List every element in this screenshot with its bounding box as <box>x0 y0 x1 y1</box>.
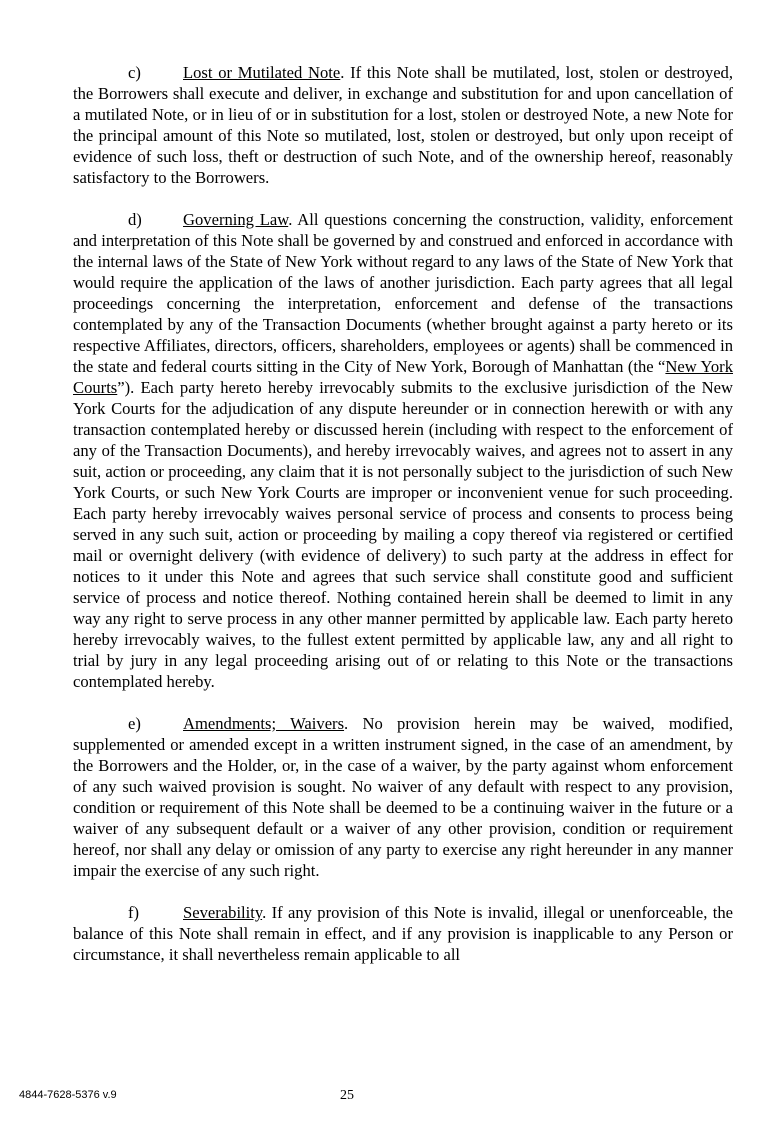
document-page <box>73 62 733 986</box>
section-heading: Amendments; Waivers <box>183 714 345 733</box>
section-number: d) <box>128 210 142 229</box>
page-number: 25 <box>340 1088 354 1103</box>
section-text-continued: ”). Each party hereto hereby irrevocably submits to the exclusive jurisdiction of the New York Courts for the adjudication of any dispute hereunder or in connection herewith or with any transaction contemplated hereby or discussed herein (including with respect to the enforcement of any of the Transaction Documents), and hereby irrevocably waives, and agrees not to assert in any suit, action or proceeding, any claim that it is not personally subject to the jurisdiction of such New York Courts, or such New York Courts are improper or inconvenient venue for such proceeding. Each party hereby irrevocably waives personal service of process and consents to process being served in any such suit, action or proceeding by mailing a copy thereof via registered or certified mail or overnight delivery (with evidence of delivery) to such party at the address in effect for notices to it under this Note and agrees that such service shall constitute good and sufficient service of process and notice thereof. Nothing contained herein shall be deemed to limit in any way any right to serve process in any other manner permitted by applicable law. Each party hereto hereby irrevocably waives, to the fullest extent permitted by applicable law, any and all right to trial by jury in any legal proceeding arising out of or relating to this Note or the transactions contemplated hereby. <box>73 378 733 691</box>
section-heading: Lost or Mutilated Note <box>183 63 341 82</box>
section-heading: Severability <box>183 903 263 922</box>
defined-term: New York Courts <box>73 357 733 397</box>
section-f <box>73 902 733 965</box>
document-id: 4844-7628-5376 v.9 <box>19 1089 117 1101</box>
section-heading: Governing Law <box>183 210 289 229</box>
section-number: e) <box>128 714 141 733</box>
section-text: . No provision herein may be waived, modified, supplemented or amended except in a written instrument signed, in the case of an amendment, by the Borrowers and the Holder, or, in the case of a waiver, by the party against whom enforcement of any such waived provision is sought. No waiver of any default with respect to any provision, condition or requirement of this Note shall be deemed to be a continuing waiver in the future or a waiver of any subsequent default or a waiver of any other provision, condition or requirement hereof, nor shall any delay or omission of any party to exercise any right hereunder in any manner impair the exercise of any such right. <box>73 714 733 880</box>
section-d <box>73 209 733 692</box>
section-number: f) <box>128 903 140 922</box>
section-text: . If any provision of this Note is invalid, illegal or unenforceable, the balance of this Note shall remain in effect, and if any provision is inapplicable to any Person or circumstance, it shall nevertheless remain applicable to all <box>73 903 733 964</box>
section-c <box>73 62 733 188</box>
section-text: . If this Note shall be mutilated, lost, stolen or destroyed, the Borrowers shall execute and deliver, in exchange and substitution for and upon cancellation of a mutilated Note, or in lieu of or in substitution for a lost, stolen or destroyed Note, a new Note for the principal amount of this Note so mutilated, lost, stolen or destroyed, but only upon receipt of evidence of such loss, theft or destruction of such Note, and of the ownership hereof, reasonably satisfactory to the Borrowers. <box>73 63 734 187</box>
section-text: . All questions concerning the construction, validity, enforcement and interpretation of this Note shall be governed by and construed and enforced in accordance with the internal laws of the State of New York without regard to any laws of the State of New York that would require the application of the laws of another jurisdiction. Each party agrees that all legal proceedings concerning the interpretation, enforcement and defense of the transactions contemplated by any of the Transaction Documents (whether brought against a party hereto or its respective Affiliates, directors, officers, shareholders, employees or agents) shall be commenced in the state and federal courts sitting in the City of New York, Borough of Manhattan (the “ <box>73 210 733 376</box>
section-number: c) <box>128 63 141 82</box>
section-e <box>73 713 733 881</box>
